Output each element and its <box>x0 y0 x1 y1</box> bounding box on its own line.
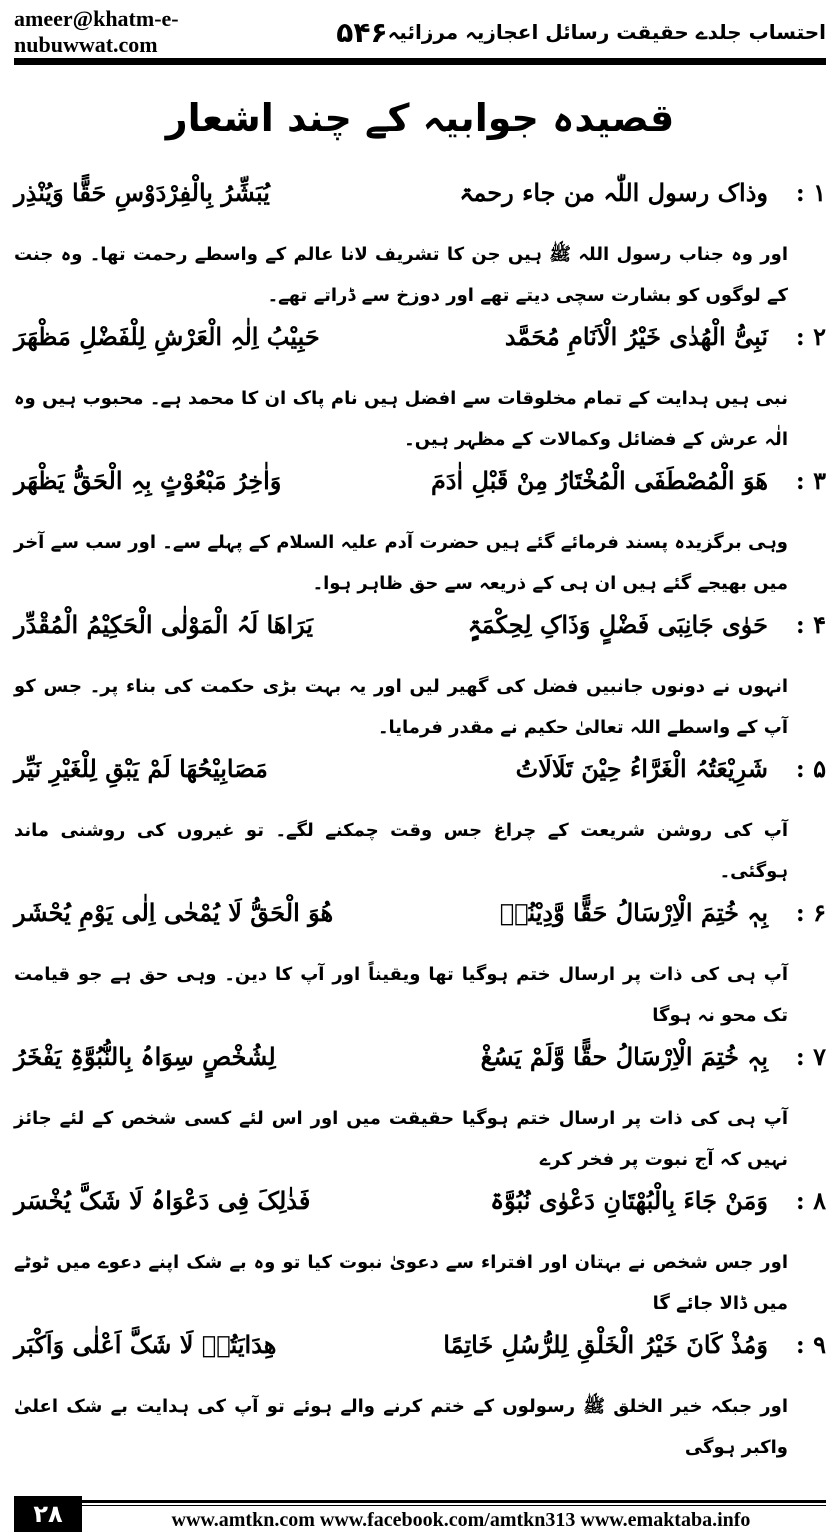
verse-hemistich-second: فَذٰلِکَ فِی دَعْوَاہُ لَا شَکَّ یُخْسَر <box>14 1186 311 1215</box>
verse-translation: اور جس شخص نے بہتان اور افتراء سے دعویٰ نبوت کیا تو وہ بے شک اپنے دعوے میں ٹوٹے میں ڈالا جائے گا <box>14 1252 788 1314</box>
verse-translation: اور وہ جناب رسول اللہ ﷺ ہیں جن کا تشریف لانا عالم کے واسطے رحمت تھا۔ وہ جنت کے لوگوں کو بشارت سچی دیتے تھے اور دوزخ سے ڈراتے تھے۔ <box>14 244 788 306</box>
verse-number: ۲ : <box>795 322 826 351</box>
verse-hemistich-second: یَرَاھَا لَہُ الْمَوْلٰی الْحَکِیْمُ الْمُقْدِّر <box>14 610 314 639</box>
header-left <box>14 6 388 58</box>
verse-hemistich-first: شَرِیْعَتُہُ الْغَرَّاءُ حِیْنَ تَلَالَاتُ <box>515 754 768 783</box>
page-title: قصیدہ جوابیہ کے چند اشعار <box>165 96 675 140</box>
verse-translation: آپ ہی کی ذات پر ارسال ختم ہوگیا حقیقت میں اور اس لئے کسی شخص کے لئے جائز نہیں کہ آج نبوت پر فخر کرے <box>14 1108 788 1170</box>
verse-6 <box>14 898 826 954</box>
verse-hemistich-first: نَبِیُّ الْھُدٰی خَیْرُ الْاَنَامِ مُحَمَّد <box>504 322 768 351</box>
verse-number: ۹ : <box>795 1330 826 1359</box>
header-page-number: ۵۴۶ <box>336 15 388 49</box>
verse-hemistich-second: وَاٰخِرُ مَبْعُوْثٍ بِہِ الْحَقُّ یَظْھَر <box>14 466 282 495</box>
poem-content <box>14 178 826 1474</box>
header-email: ameer@khatm-e-nubuwwat.com <box>14 6 179 57</box>
verse-hemistich-first: بِہٖ خُتِمَ الْاِرْسَالُ حقًّا وَّلَمْ یَسُغْ <box>480 1042 768 1071</box>
verse-hemistich-first: ھَوَ الْمُصْطَفَی الْمُخْتَارُ مِنْ قَبْلِ اٰدَمَ <box>430 466 768 495</box>
verse-8 <box>14 1186 826 1242</box>
verse-3 <box>14 466 826 522</box>
verse-translation: اور جبکہ خیر الخلق ﷺ رسولوں کے ختم کرنے والے ہوئے تو آپ کی ہدایت بے شک اعلیٰ واکبر ہوگی <box>14 1396 788 1458</box>
verse-translation: آپ کی روشن شریعت کے چراغ جس وقت چمکنے لگے۔ تو غیروں کی روشنی ماند ہوگئی۔ <box>14 820 788 882</box>
verse-number: ۴ : <box>795 610 826 639</box>
verse-2 <box>14 322 826 378</box>
verse-translation: آپ ہی کی ذات پر ارسال ختم ہوگیا تھا ویقیناً اور آپ کا دین۔ وہی حق ہے جو قیامت تک محو نہ ہوگا <box>14 964 788 1026</box>
verse-5 <box>14 754 826 810</box>
verse-hemistich-first: بِہٖ خُتِمَ الْاِرْسَالُ حَقًّا وَّدِیْنُہٗ <box>499 898 768 927</box>
verse-hemistich-second: ھُوَ الْحَقُّ لَا یُمْحٰی اِلٰی یَوْمِ یُحْشَر <box>14 898 334 927</box>
verse-hemistich-second: حَبِیْبُ اِلٰہِ الْعَرْشِ لِلْفَضْلِ مَظْھَرَ <box>14 322 320 351</box>
verse-translation: نبی ہیں ہدایت کے تمام مخلوقات سے افضل ہیں نام پاک ان کا محمد ہے۔ محبوب ہیں وہ الٰہ عرش کے فضائل وکمالات کے مظہر ہیں۔ <box>14 388 788 450</box>
footer-links: www.amtkn.com www.facebook.com/amtkn313 www.emaktaba.info <box>171 1509 751 1531</box>
footer-page-number: ۲۸ <box>14 1496 82 1532</box>
page-header <box>14 6 826 57</box>
verse-hemistich-second: لِشُخْصٍ سِوَاہُ بِالنُّبُوَّۃِ یَفْخَرُ <box>14 1042 276 1071</box>
verse-number: ۵ : <box>795 754 826 783</box>
verse-9 <box>14 1330 826 1386</box>
verse-hemistich-second: یُبَشِّرُ بِالْفِرْدَوْسِ حَقًّا وَیُنْذِر <box>14 178 270 207</box>
verse-translation: انہوں نے دونوں جانبیں فضل کی گھیر لیں اور یہ بہت بڑی حکمت کی بناء پر۔ جس کو آپ کے واسطے اللہ تعالیٰ حکیم نے مقدر فرمایا۔ <box>14 676 788 738</box>
footer-rule <box>82 1500 826 1503</box>
verse-hemistich-first: وَمَنْ جَاءَ بِالْبُھْتَانِ دَعْوٰی نُبُوَّۃ <box>490 1186 768 1215</box>
verse-hemistich-first: وَمُذْ کَانَ خَیْرُ الْخَلْقِ لِلرُّسُلِ خَاتِمًا <box>443 1330 768 1359</box>
running-title: احتساب جلدے حقیقت رسائل اعجازیہ مرزائیہ <box>387 20 826 44</box>
verse-number: ۶ : <box>795 898 826 927</box>
verse-number: ۱ : <box>795 178 826 207</box>
verse-7 <box>14 1042 826 1098</box>
header-rule <box>14 58 826 65</box>
verse-hemistich-second: ھِدَایَتُہٗ لَا شَکَّ اَعْلٰی وَاَکْبَر <box>14 1330 277 1359</box>
verse-4 <box>14 610 826 666</box>
verse-number: ۷ : <box>795 1042 826 1071</box>
verse-number: ۳ : <box>795 466 826 495</box>
verse-number: ۸ : <box>795 1186 826 1215</box>
verse-hemistich-first: حَوٰی جَانِبَی فَضْلٍ وَذَاکِ لِحِکْمَۃٍ <box>467 610 768 639</box>
verse-hemistich-first: وذاک رسول اللّٰہ من جاء رحمۃ <box>459 178 768 207</box>
verse-hemistich-second: مَصَابِیْحُھَا لَمْ یَبْقِ لِلْغَیْرِ نَیِّر <box>14 754 268 783</box>
verse-translation: وہی برگزیدہ پسند فرمائے گئے ہیں حضرت آدم علیہ السلام کے پہلے سے۔ اور سب سے آخر میں بھیجے گئے ہیں ان ہی کے ذریعہ سے حق ظاہر ہوا۔ <box>14 532 788 594</box>
verse-1 <box>14 178 826 234</box>
